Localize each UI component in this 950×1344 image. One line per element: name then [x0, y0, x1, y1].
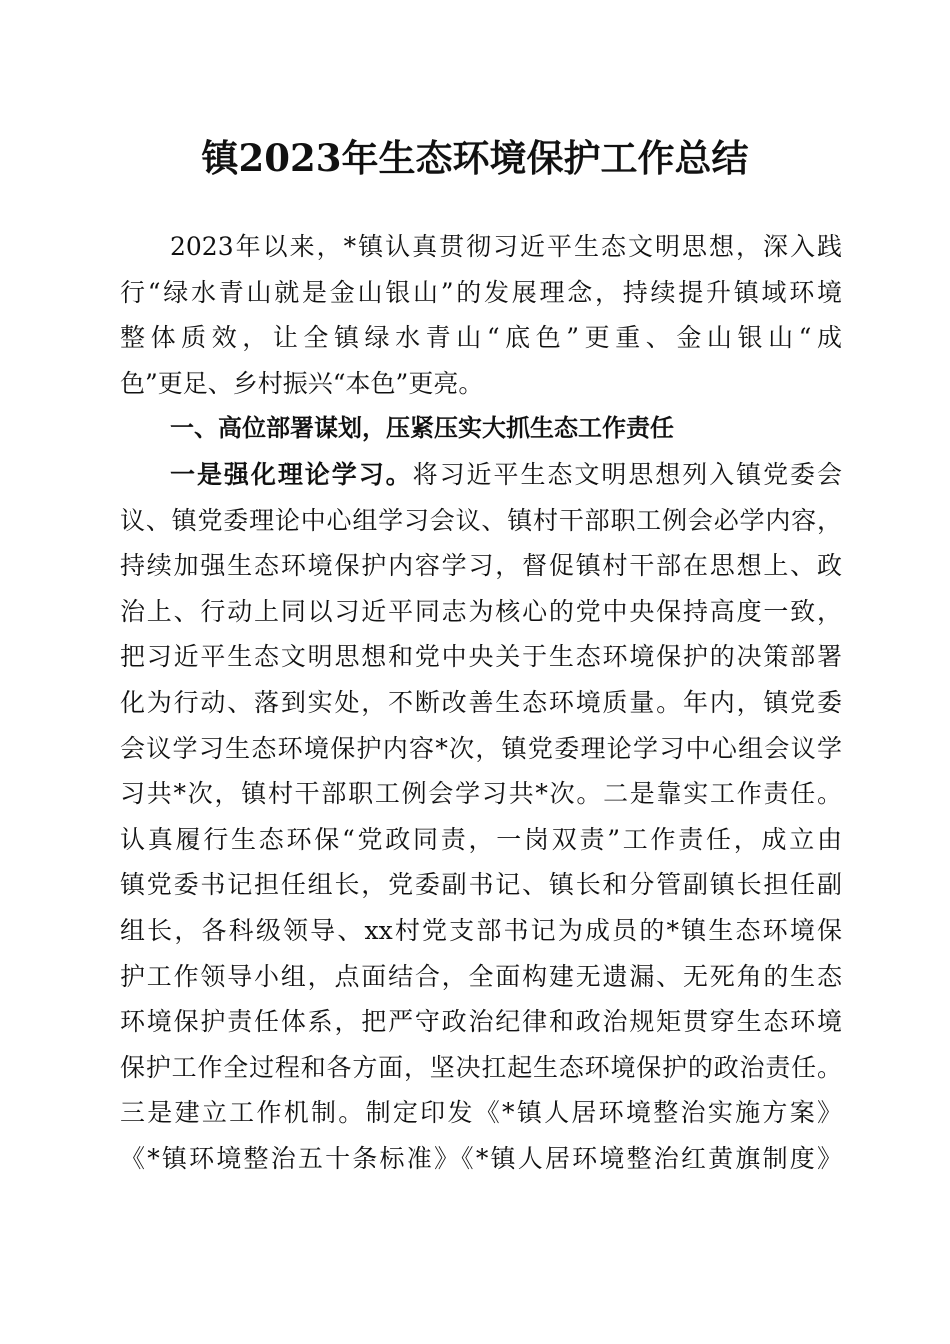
body-line: 组长，各科级领导、xx村党支部书记为成员的*镇生态环境保: [120, 915, 842, 945]
body-line: 议、镇党委理论中心组学习会议、镇村干部职工例会必学内容，: [120, 505, 842, 535]
body-line: 持续加强生态环境保护内容学习，督促镇村干部在思想上、政: [120, 551, 842, 581]
body-line: 镇党委书记担任组长，党委副书记、镇长和分管副镇长担任副: [120, 870, 842, 900]
body-line: 整体质效，让全镇绿水青山“底色”更重、金山银山“成: [120, 323, 842, 353]
body-line: 三是建立工作机制。制定印发《*镇人居环境整治实施方案》: [120, 1098, 842, 1128]
body-line: 习共*次，镇村干部职工例会学习共*次。二是靠实工作责任。: [120, 779, 842, 809]
body-line: 治上、行动上同以习近平同志为核心的党中央保持高度一致，: [120, 596, 842, 626]
document-body: [120, 224, 842, 1181]
body-line: 把习近平生态文明思想和党中央关于生态环境保护的决策部署: [120, 642, 842, 672]
document-title: 镇2023年生态环境保护工作总结: [201, 136, 749, 180]
body-line: 色”更足、乡村振兴“本色”更亮。: [120, 368, 484, 398]
body-line: 一是强化理论学习。将习近平生态文明思想列入镇党委会: [170, 459, 842, 489]
body-line: 环境保护责任体系，把严守政治纪律和政治规矩贯穿生态环境: [120, 1007, 842, 1037]
body-line: 2023年以来，*镇认真贯彻习近平生态文明思想，深入践: [170, 232, 842, 261]
body-line: 化为行动、落到实处，不断改善生态环境质量。年内，镇党委: [120, 687, 842, 717]
body-line: 会议学习生态环境保护内容*次，镇党委理论学习中心组会议学: [120, 733, 842, 763]
body-line: 《*镇环境整治五十条标准》《*镇人居环境整治红黄旗制度》: [120, 1143, 842, 1173]
body-line: 护工作领导小组，点面结合，全面构建无遗漏、无死角的生态: [120, 961, 842, 991]
body-line: 保护工作全过程和各方面，坚决扛起生态环境保护的政治责任。: [120, 1052, 842, 1082]
section-heading: 一、高位部署谋划，压紧压实大抓生态工作责任: [170, 414, 674, 443]
body-line: 认真履行生态环保“党政同责，一岗双责”工作责任，成立由: [120, 824, 842, 854]
lead-phrase: 一是强化理论学习。: [170, 459, 413, 489]
body-line: 行“绿水青山就是金山银山”的发展理念，持续提升镇域环境: [120, 277, 842, 307]
